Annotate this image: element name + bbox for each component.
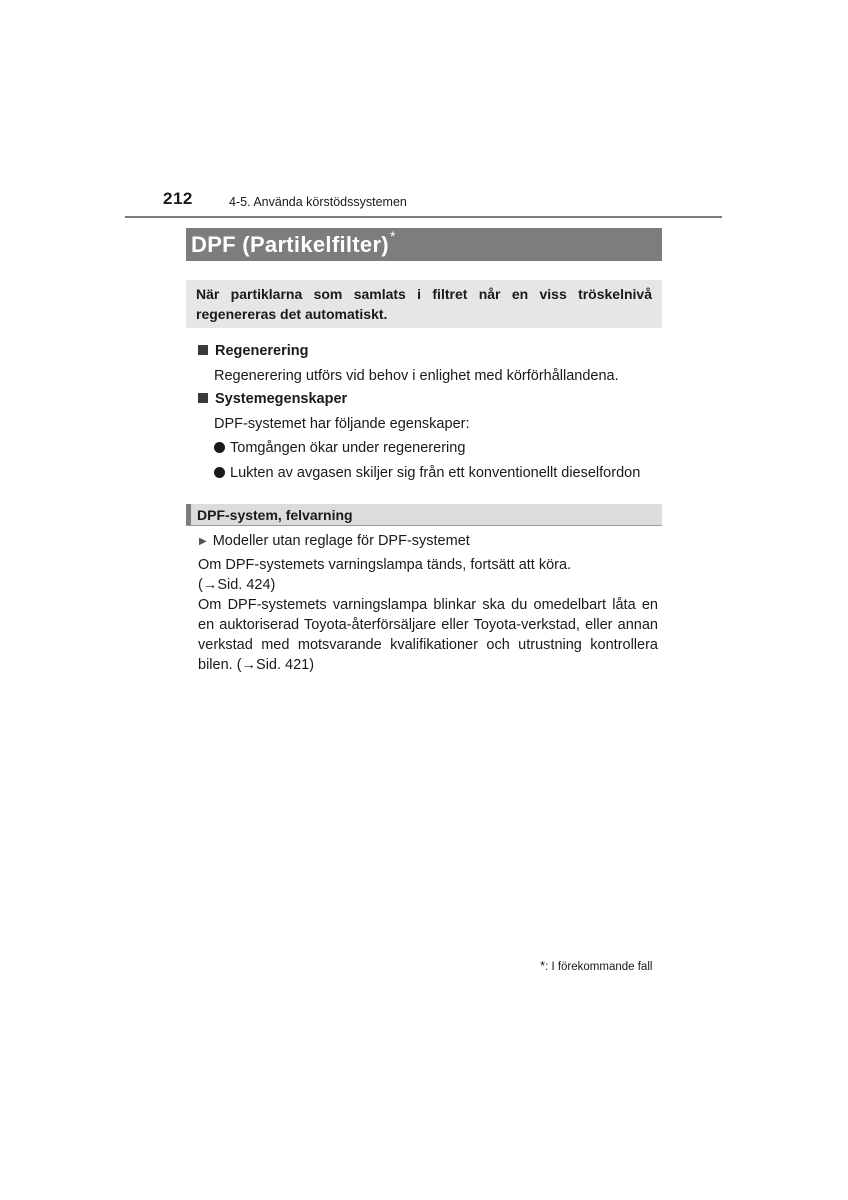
item-heading-regenerering	[198, 341, 308, 361]
page-title: DPF (Partikelfilter)	[191, 231, 389, 257]
footnote-mark: *	[540, 958, 546, 973]
square-bullet-icon	[198, 393, 208, 403]
item-heading-label: Systemegenskaper	[215, 391, 348, 407]
page-reference-link[interactable]: (→Sid. 424)	[198, 577, 276, 593]
subsection-header	[186, 504, 662, 526]
list-item-text: Tomgången ökar under regenerering	[230, 440, 466, 456]
list-item	[214, 463, 640, 483]
triangle-right-icon: ▶	[199, 536, 207, 547]
paragraph-lamp-blinking: Om DPF-systemets varningslampa blinkar ska du omedelbart låta en en auktoriserad Toyota-återförsäljare eller Toyota-verkstad, eller annan verkstad med motsvarande kvalifikationer och utrustning kontrollera bilen. (→Sid. 421)	[198, 597, 658, 673]
model-line-text: Modeller utan reglage för DPF-systemet	[212, 533, 470, 549]
square-bullet-icon	[198, 345, 208, 355]
footnote	[540, 958, 652, 973]
list-item	[214, 438, 465, 458]
model-line	[199, 531, 470, 552]
round-bullet-icon	[214, 442, 225, 453]
round-bullet-icon	[214, 467, 225, 478]
list-item-text: Lukten av avgasen skiljer sig från ett konventionellt dieselfordon	[230, 465, 641, 481]
item-text-systemegenskaper: DPF-systemet har följande egenskaper:	[214, 416, 470, 432]
subsection-title: DPF-system, felvarning	[197, 507, 353, 523]
footnote-text: : I förekommande fall	[545, 961, 653, 973]
intro-box	[186, 280, 662, 328]
item-text-regenerering: Regenerering utförs vid behov i enlighet med körförhållandena.	[214, 368, 619, 384]
header-divider	[125, 216, 722, 218]
intro-text: När partiklarna som samlats i filtret når en viss tröskelnivå regenereras det automatiskt.	[196, 286, 652, 322]
section-reference: 4-5. Använda körstödssystemen	[229, 195, 407, 209]
page-number: 212	[163, 189, 193, 208]
title-footnote-mark: *	[389, 227, 396, 244]
page-title-bar	[186, 228, 662, 261]
item-heading-systemegenskaper	[198, 389, 347, 409]
item-heading-label: Regenerering	[215, 343, 309, 359]
subsection-accent	[186, 504, 191, 525]
paragraph-lamp-on: Om DPF-systemets varningslampa tänds, fortsätt att köra.	[198, 557, 572, 573]
